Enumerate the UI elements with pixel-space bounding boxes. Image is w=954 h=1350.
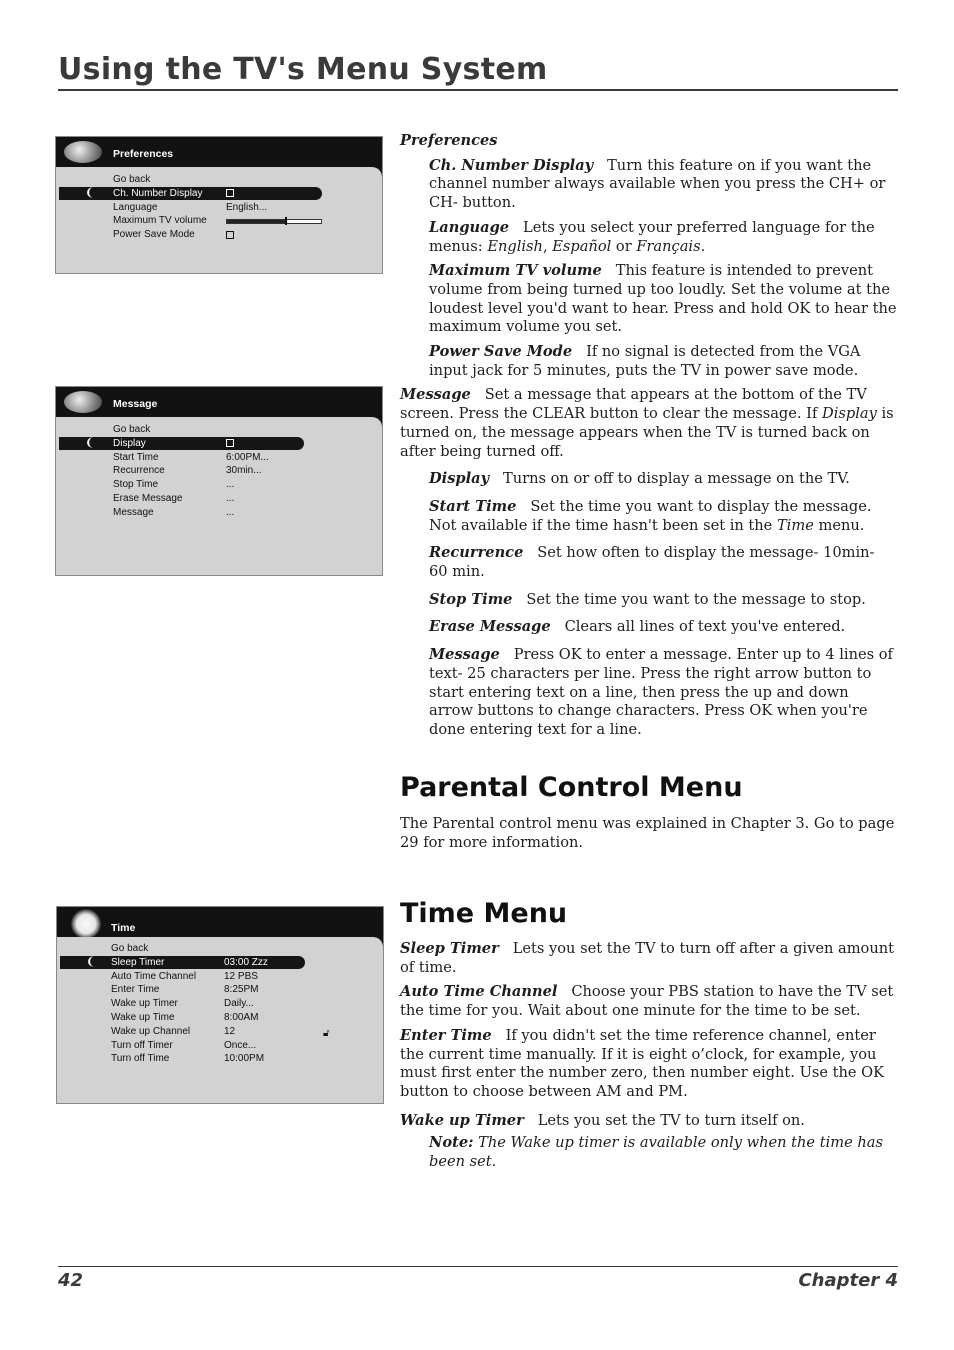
slider-knob[interactable]	[285, 217, 287, 225]
checkbox-icon[interactable]	[226, 231, 234, 239]
selection-arrow-icon: ❨	[85, 436, 95, 449]
osd-item-language[interactable]: Language English...	[113, 201, 268, 213]
start-time-para: Start Time Set the time you want to display the message. Not available if the time hasn't been set in the Time menu.	[429, 497, 872, 534]
satellite-dish-icon	[64, 391, 102, 413]
osd-item-auto-time-channel[interactable]: Auto Time Channel 12 PBS	[111, 970, 258, 982]
osd-item-start-time[interactable]: Start Time 6:00PM...	[113, 451, 269, 463]
osd-header	[57, 907, 383, 937]
osd-item-recurrence[interactable]: Recurrence 30min...	[113, 465, 262, 477]
osd-item-max-volume[interactable]: Maximum TV volume	[56, 214, 382, 228]
osd-item-enter-time[interactable]: Enter Time 8:25PM	[111, 984, 259, 996]
time-menu-section	[400, 940, 897, 1172]
lock-icon: 🔓︎	[323, 1027, 330, 1039]
preferences-heading: Preferences	[400, 132, 498, 149]
osd-item-go-back[interactable]: Go back	[113, 424, 151, 435]
power-save-para: Power Save Mode If no signal is detected from the VGA input jack for 5 minutes, puts the TV in power save mode.	[429, 343, 861, 379]
osd-item-go-back[interactable]: Go back	[111, 943, 149, 954]
clock-icon	[71, 909, 101, 939]
chapter-label: Chapter 4	[798, 1270, 898, 1291]
enter-time-para: Enter Time If you didn't set the time reference channel, enter the current time manually. If it is eight o’clock, for example, you must first enter the number zero, then number eight. Use the OK button to choose between AM and PM.	[400, 1026, 885, 1100]
display-para: Display Turns on or off to display a message on the TV.	[429, 470, 850, 488]
osd-item-power-save[interactable]: Power Save Mode	[56, 228, 382, 242]
time-menu-screenshot	[56, 906, 384, 1104]
selection-arrow-icon: ❨	[85, 186, 95, 199]
osd-item-go-back[interactable]: Go back	[113, 174, 151, 185]
stop-time-para: Stop Time Set the time you want to the message to stop.	[429, 590, 866, 608]
osd-item-sleep-timer[interactable]: ❨ Sleep Timer 03:00 Zzz	[57, 956, 383, 970]
osd-item-wake-up-channel[interactable]: Wake up Channel 12 🔓︎	[111, 1025, 330, 1039]
parental-control-text: The Parental control menu was explained in Chapter 3. Go to page 29 for more information.	[400, 815, 895, 851]
osd-menu-list	[57, 942, 383, 1066]
title-divider	[58, 89, 898, 91]
satellite-dish-icon	[64, 141, 102, 163]
osd-menu-list	[56, 423, 382, 520]
parental-control-section	[400, 815, 897, 852]
preferences-message-section	[400, 132, 897, 740]
parental-control-heading: Parental Control Menu	[400, 772, 743, 803]
recurrence-para: Recurrence Set how often to display the message- 10min- 60 min.	[429, 544, 875, 581]
osd-item-wake-up-timer[interactable]: Wake up Timer Daily...	[111, 998, 254, 1010]
osd-item-turn-off-time[interactable]: Turn off Time 10:00PM	[111, 1053, 265, 1065]
message-menu-screenshot	[55, 386, 383, 576]
osd-item-turn-off-timer[interactable]: Turn off Timer Once...	[111, 1039, 257, 1051]
osd-item-stop-time[interactable]: Stop Time ...	[113, 479, 235, 491]
wake-up-timer-para: Wake up Timer Lets you set the TV to turn itself on.	[400, 1111, 805, 1129]
time-menu-heading: Time Menu	[400, 898, 568, 929]
checkbox-icon[interactable]	[226, 439, 234, 447]
ch-number-display-para: Ch. Number Display Turn this feature on if you want the channel number always available when you press the CH+ or CH- button.	[429, 156, 886, 212]
wake-up-note: Note: The Wake up timer is available only when the time has been set.	[429, 1134, 883, 1171]
osd-item-message[interactable]: Message ...	[113, 506, 235, 518]
selection-arrow-icon: ❨	[86, 955, 96, 968]
volume-slider[interactable]	[226, 219, 322, 224]
osd-header	[56, 137, 382, 167]
page-number: 42	[58, 1270, 84, 1291]
auto-time-channel-para: Auto Time Channel Choose your PBS station to have the TV set the time for you. Wait about one minute for the time to be set.	[400, 983, 894, 1020]
sleep-timer-para: Sleep Timer Lets you set the TV to turn off after a given amount of time.	[400, 940, 894, 976]
osd-item-wake-up-time[interactable]: Wake up Time 8:00AM	[111, 1011, 259, 1023]
footer-divider	[58, 1266, 898, 1267]
max-volume-para: Maximum TV volume This feature is intended to prevent volume from being turned up too loudly. Set the volume at the loudest level you'd want to hear. Press and hold OK to hear the maximum volume you set.	[429, 262, 897, 336]
osd-header	[56, 387, 382, 417]
message-item-para: Message Press OK to enter a message. Enter up to 4 lines of text- 25 characters per line. Press the right arrow button to start entering text on a line, then press the up and down arrow buttons to change characters. Press OK when you're done entering text for a line.	[429, 646, 893, 738]
osd-item-ch-number-display[interactable]: ❨ Ch. Number Display	[56, 187, 382, 201]
osd-title: Preferences	[113, 148, 174, 160]
checkbox-icon[interactable]	[226, 189, 234, 197]
page-title: Using the TV's Menu System	[58, 52, 548, 87]
preferences-menu-screenshot	[55, 136, 383, 274]
osd-item-display[interactable]: ❨ Display	[56, 437, 382, 451]
message-para: Message Set a message that appears at the bottom of the TV screen. Press the CLEAR button to clear the message. If Display is turned on, the message appears when the TV is turned back on after being turned off.	[400, 386, 894, 460]
language-para: Language Lets you select your preferred language for the menus: English, Español or Français.	[429, 218, 875, 255]
erase-message-para: Erase Message Clears all lines of text you've entered.	[429, 618, 846, 636]
osd-title: Time	[111, 922, 136, 934]
osd-title: Message	[113, 398, 158, 410]
osd-menu-list	[56, 173, 382, 242]
osd-item-erase-message[interactable]: Erase Message ...	[113, 492, 235, 504]
